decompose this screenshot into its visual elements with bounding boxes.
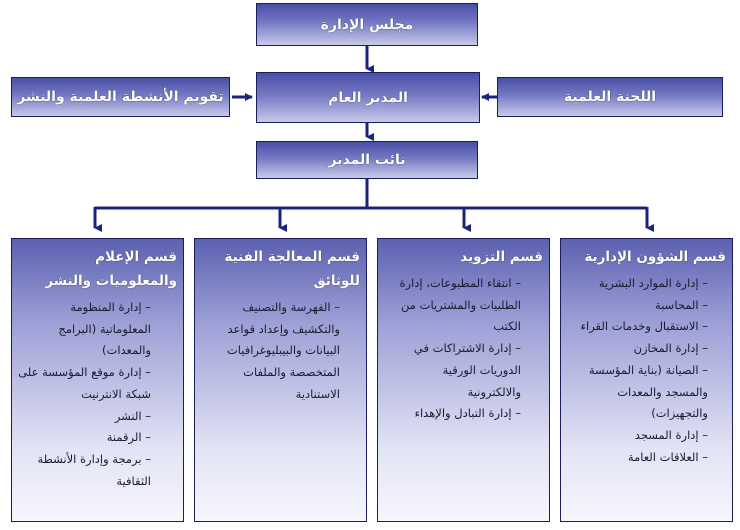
list-item: والمسجد والمعدات <box>617 384 708 399</box>
dept-acquisition <box>377 238 550 522</box>
deputy-director-box <box>256 141 478 179</box>
dept-administrative <box>560 238 733 522</box>
list-item: – انتقاء المطبوعات، إدارة <box>399 276 521 290</box>
dept-media-informatics <box>11 238 184 522</box>
general-director-box <box>256 72 480 123</box>
list-item: – الرقمنة <box>106 430 151 445</box>
dept-administrative-list <box>567 273 726 468</box>
list-item: الاستنادية <box>295 386 340 401</box>
deputy-director-label: نائب المدير <box>328 152 406 168</box>
list-item: والمعدات) <box>102 343 151 358</box>
list-item: والالكترونية <box>467 384 521 399</box>
list-item: – إدارة التبادل والإهداء <box>414 406 521 421</box>
list-item: – برمجة وإدارة الأنشطة <box>37 451 151 466</box>
dept-technical-processing-list <box>201 297 360 406</box>
list-item: – العلاقات العامة <box>627 449 708 464</box>
board-label: مجلس الإدارة <box>320 16 414 33</box>
list-item: والتكشيف وإعداد قواعد <box>227 321 340 336</box>
list-item: المعلوماتية (البرامج <box>58 321 151 336</box>
list-item: الكتب <box>493 319 521 334</box>
list-item: الدوريات الورقية <box>442 362 521 377</box>
list-item: – إدارة المنظومة <box>70 300 151 314</box>
list-item: – إدارة المخازن <box>633 341 708 356</box>
list-item: الثقافية <box>116 473 151 488</box>
list-item: البيانات والبيبليوغرافيات <box>226 343 340 358</box>
general-director-label: المدير العام <box>328 89 408 106</box>
list-item: والتجهيزات) <box>651 406 708 421</box>
scientific-committee-box <box>497 77 723 117</box>
list-item: – الاستقبال وخدمات القراء <box>580 319 708 334</box>
list-item: المتخصصة والملفات <box>243 365 340 380</box>
evaluation-box <box>11 77 230 117</box>
list-item: – إدارة الاشتراكات في <box>413 341 521 356</box>
list-item: شبكة الانترنيت <box>80 386 151 401</box>
list-item: – المحاسبة <box>655 297 708 312</box>
board-box <box>256 3 478 46</box>
dept-technical-processing-title: قسم المعالجة الفنية للوثائق <box>224 249 360 289</box>
list-item: – إدارة موقع المؤسسة على <box>18 365 151 380</box>
list-item: – النشر <box>114 408 151 423</box>
scientific-committee-label: اللجنة العلمية <box>563 89 657 105</box>
evaluation-label: تقويم الأنشطة العلمية والنشر <box>17 89 224 105</box>
dept-acquisition-title: قسم التزويد <box>460 249 543 265</box>
list-item: – إدارة المسجد <box>634 427 708 442</box>
dept-technical-processing <box>194 238 367 522</box>
dept-media-informatics-list <box>18 297 177 492</box>
list-item: – إدارة الموارد البشرية <box>598 276 708 290</box>
dept-media-informatics-title: قسم الإعلام والمعلوميات والنشر <box>45 249 177 289</box>
list-item: – الفهرسة والتصنيف <box>242 300 340 314</box>
list-item: الطلبيات والمشتريات من <box>401 297 521 312</box>
dept-acquisition-list <box>384 273 543 425</box>
list-item: – الصيانة (بناية المؤسسة <box>588 362 708 377</box>
dept-administrative-title: قسم الشؤون الإدارية <box>584 249 726 265</box>
